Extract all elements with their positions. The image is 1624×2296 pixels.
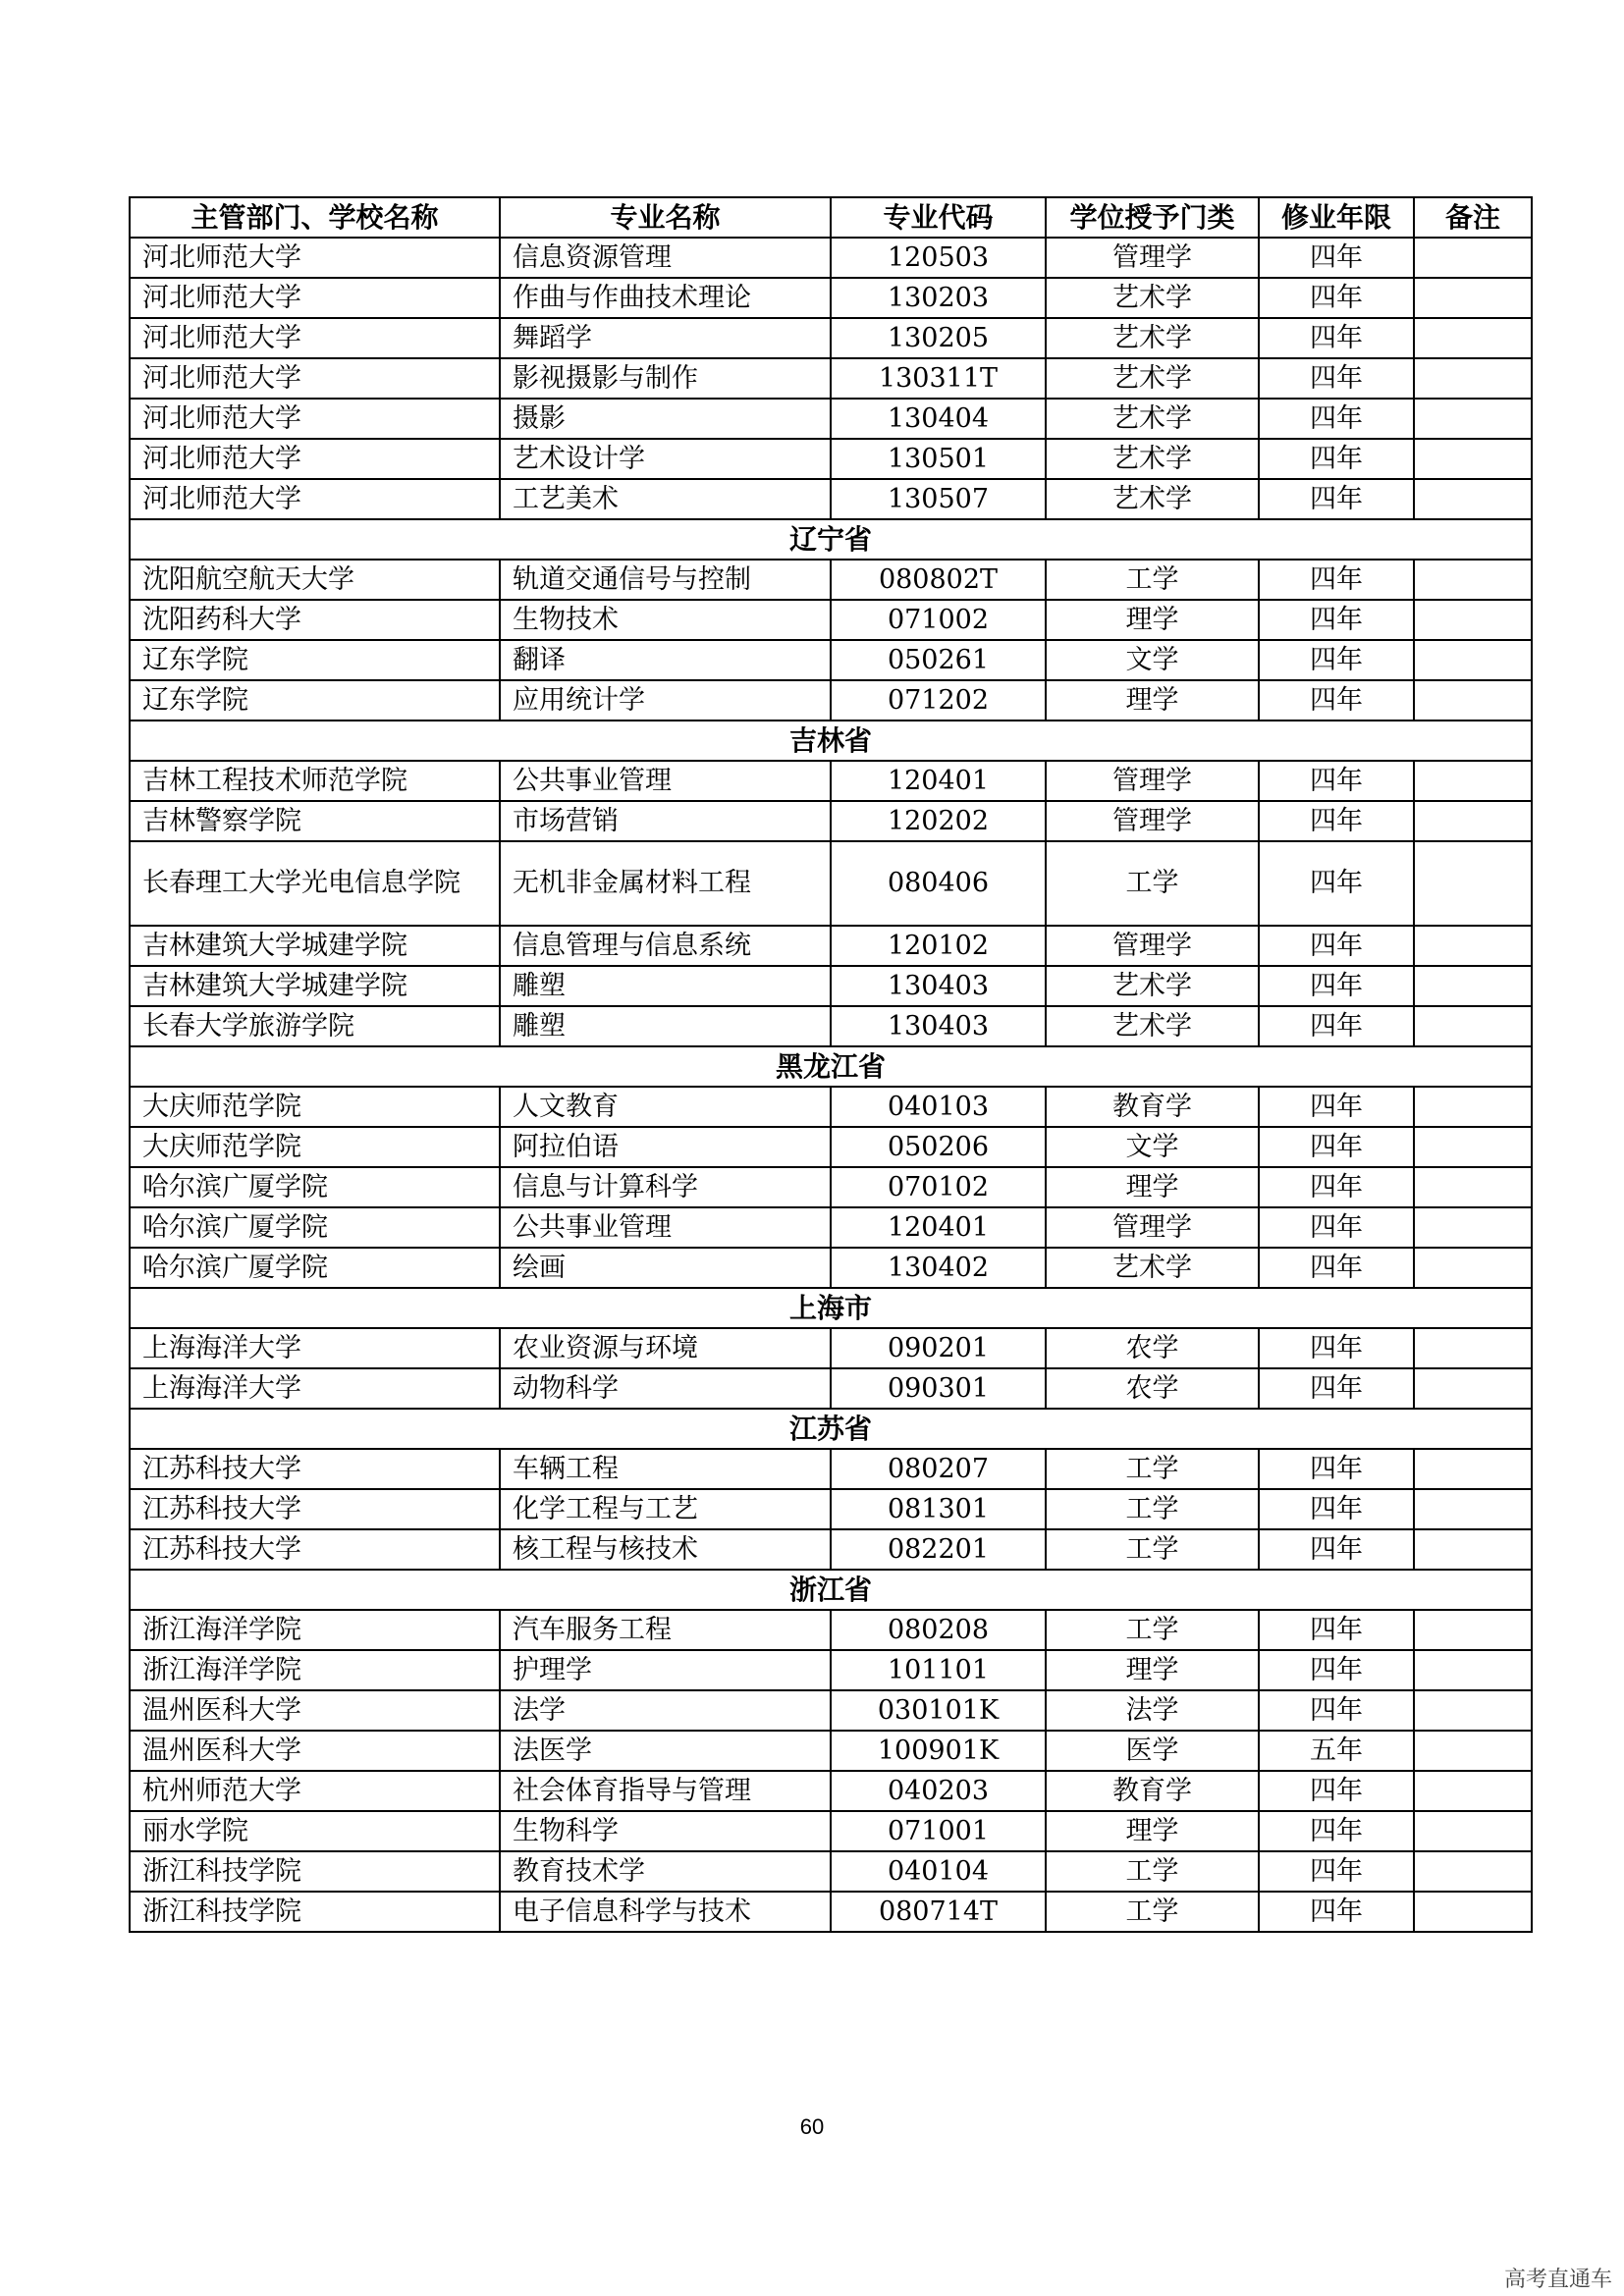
cell-years: 四年 <box>1259 680 1414 721</box>
cell-note <box>1414 1892 1532 1932</box>
cell-major: 公共事业管理 <box>500 761 831 801</box>
cell-degree: 艺术学 <box>1046 318 1259 358</box>
cell-major: 电子信息科学与技术 <box>500 1892 831 1932</box>
cell-school: 河北师范大学 <box>130 439 500 479</box>
cell-note <box>1414 1731 1532 1771</box>
table-row <box>130 439 1532 479</box>
cell-school: 杭州师范大学 <box>130 1771 500 1811</box>
cell-school: 上海海洋大学 <box>130 1328 500 1368</box>
cell-years: 四年 <box>1259 1207 1414 1248</box>
cell-code: 090201 <box>831 1328 1046 1368</box>
table-row <box>130 1207 1532 1248</box>
cell-major: 公共事业管理 <box>500 1207 831 1248</box>
cell-degree: 理学 <box>1046 680 1259 721</box>
province-row <box>130 721 1532 761</box>
cell-code: 080802T <box>831 560 1046 600</box>
watermark-text: 高考直通车 <box>1503 2268 1612 2292</box>
cell-note <box>1414 238 1532 278</box>
cell-degree: 法学 <box>1046 1690 1259 1731</box>
cell-major: 作曲与作曲技术理论 <box>500 278 831 318</box>
cell-school: 河北师范大学 <box>130 278 500 318</box>
cell-note <box>1414 1167 1532 1207</box>
cell-school: 沈阳药科大学 <box>130 600 500 640</box>
cell-degree: 教育学 <box>1046 1087 1259 1127</box>
majors-table <box>129 196 1533 1933</box>
cell-major: 化学工程与工艺 <box>500 1489 831 1529</box>
cell-note <box>1414 841 1532 926</box>
cell-school: 河北师范大学 <box>130 399 500 439</box>
cell-degree: 艺术学 <box>1046 1248 1259 1288</box>
province-row <box>130 1046 1532 1087</box>
cell-code: 120102 <box>831 926 1046 966</box>
table-row <box>130 1368 1532 1409</box>
cell-major: 汽车服务工程 <box>500 1610 831 1650</box>
cell-school: 浙江科技学院 <box>130 1892 500 1932</box>
cell-major: 影视摄影与制作 <box>500 358 831 399</box>
cell-degree: 农学 <box>1046 1328 1259 1368</box>
header-note: 备注 <box>1414 197 1532 238</box>
cell-major: 雕塑 <box>500 966 831 1006</box>
cell-school: 辽东学院 <box>130 680 500 721</box>
province-row <box>130 1409 1532 1449</box>
cell-note <box>1414 1248 1532 1288</box>
cell-note <box>1414 1328 1532 1368</box>
cell-code: 130205 <box>831 318 1046 358</box>
table-row <box>130 640 1532 680</box>
cell-note <box>1414 1368 1532 1409</box>
cell-note <box>1414 278 1532 318</box>
cell-school: 浙江科技学院 <box>130 1851 500 1892</box>
cell-note <box>1414 1006 1532 1046</box>
cell-years: 四年 <box>1259 1892 1414 1932</box>
cell-school: 长春大学旅游学院 <box>130 1006 500 1046</box>
cell-major: 信息与计算科学 <box>500 1167 831 1207</box>
cell-code: 120401 <box>831 761 1046 801</box>
cell-major: 无机非金属材料工程 <box>500 841 831 926</box>
cell-note <box>1414 318 1532 358</box>
cell-years: 四年 <box>1259 761 1414 801</box>
cell-code: 130403 <box>831 966 1046 1006</box>
table-row <box>130 1489 1532 1529</box>
cell-major: 信息管理与信息系统 <box>500 926 831 966</box>
cell-major: 人文教育 <box>500 1087 831 1127</box>
cell-school: 长春理工大学光电信息学院 <box>130 841 500 926</box>
cell-degree: 农学 <box>1046 1368 1259 1409</box>
table-row <box>130 560 1532 600</box>
cell-major: 教育技术学 <box>500 1851 831 1892</box>
cell-school: 吉林建筑大学城建学院 <box>130 926 500 966</box>
cell-years: 四年 <box>1259 1449 1414 1489</box>
table-row <box>130 1248 1532 1288</box>
cell-school: 河北师范大学 <box>130 318 500 358</box>
cell-code: 040203 <box>831 1771 1046 1811</box>
cell-school: 上海海洋大学 <box>130 1368 500 1409</box>
cell-years: 四年 <box>1259 1127 1414 1167</box>
cell-note <box>1414 439 1532 479</box>
cell-degree: 艺术学 <box>1046 479 1259 519</box>
cell-major: 护理学 <box>500 1650 831 1690</box>
table-row <box>130 1127 1532 1167</box>
cell-school: 浙江海洋学院 <box>130 1650 500 1690</box>
cell-degree: 管理学 <box>1046 238 1259 278</box>
cell-note <box>1414 966 1532 1006</box>
cell-degree: 艺术学 <box>1046 1006 1259 1046</box>
header-code: 专业代码 <box>831 197 1046 238</box>
table-row <box>130 238 1532 278</box>
cell-note <box>1414 640 1532 680</box>
cell-major: 动物科学 <box>500 1368 831 1409</box>
cell-major: 摄影 <box>500 399 831 439</box>
table-row <box>130 1610 1532 1650</box>
table-row <box>130 1529 1532 1570</box>
cell-school: 吉林工程技术师范学院 <box>130 761 500 801</box>
table-row <box>130 680 1532 721</box>
cell-school: 浙江海洋学院 <box>130 1610 500 1650</box>
cell-code: 130404 <box>831 399 1046 439</box>
cell-years: 四年 <box>1259 1851 1414 1892</box>
cell-note <box>1414 1087 1532 1127</box>
cell-years: 四年 <box>1259 801 1414 841</box>
header-years: 修业年限 <box>1259 197 1414 238</box>
cell-major: 法医学 <box>500 1731 831 1771</box>
cell-degree: 管理学 <box>1046 1207 1259 1248</box>
cell-years: 四年 <box>1259 1489 1414 1529</box>
header-school: 主管部门、学校名称 <box>130 197 500 238</box>
cell-code: 080208 <box>831 1610 1046 1650</box>
cell-note <box>1414 1449 1532 1489</box>
cell-degree: 文学 <box>1046 640 1259 680</box>
cell-code: 130203 <box>831 278 1046 318</box>
table-row <box>130 1811 1532 1851</box>
cell-degree: 理学 <box>1046 1167 1259 1207</box>
cell-years: 四年 <box>1259 399 1414 439</box>
cell-note <box>1414 926 1532 966</box>
cell-years: 四年 <box>1259 926 1414 966</box>
cell-school: 河北师范大学 <box>130 479 500 519</box>
cell-note <box>1414 1207 1532 1248</box>
cell-degree: 管理学 <box>1046 761 1259 801</box>
table-row <box>130 1892 1532 1932</box>
cell-school: 温州医科大学 <box>130 1731 500 1771</box>
cell-major: 车辆工程 <box>500 1449 831 1489</box>
cell-note <box>1414 600 1532 640</box>
cell-years: 四年 <box>1259 1690 1414 1731</box>
cell-degree: 管理学 <box>1046 926 1259 966</box>
province-heading: 黑龙江省 <box>130 1046 1532 1087</box>
cell-school: 大庆师范学院 <box>130 1087 500 1127</box>
province-heading: 上海市 <box>130 1288 1532 1328</box>
province-heading: 江苏省 <box>130 1409 1532 1449</box>
table-row <box>130 278 1532 318</box>
table-body <box>130 238 1532 1932</box>
cell-years: 四年 <box>1259 318 1414 358</box>
cell-degree: 医学 <box>1046 1731 1259 1771</box>
table-row <box>130 399 1532 439</box>
cell-years: 四年 <box>1259 1167 1414 1207</box>
cell-years: 四年 <box>1259 1771 1414 1811</box>
cell-code: 081301 <box>831 1489 1046 1529</box>
table-row <box>130 841 1532 926</box>
cell-degree: 艺术学 <box>1046 439 1259 479</box>
table-row <box>130 761 1532 801</box>
cell-major: 法学 <box>500 1690 831 1731</box>
cell-note <box>1414 358 1532 399</box>
cell-years: 四年 <box>1259 1529 1414 1570</box>
cell-degree: 工学 <box>1046 1529 1259 1570</box>
cell-school: 哈尔滨广厦学院 <box>130 1207 500 1248</box>
table-header-row <box>130 197 1532 238</box>
cell-school: 江苏科技大学 <box>130 1529 500 1570</box>
cell-major: 轨道交通信号与控制 <box>500 560 831 600</box>
cell-degree: 艺术学 <box>1046 399 1259 439</box>
cell-code: 080714T <box>831 1892 1046 1932</box>
cell-degree: 工学 <box>1046 560 1259 600</box>
province-row <box>130 1288 1532 1328</box>
province-row <box>130 519 1532 560</box>
cell-code: 100901K <box>831 1731 1046 1771</box>
cell-years: 四年 <box>1259 278 1414 318</box>
cell-note <box>1414 1771 1532 1811</box>
province-heading: 吉林省 <box>130 721 1532 761</box>
cell-code: 130311T <box>831 358 1046 399</box>
cell-degree: 理学 <box>1046 600 1259 640</box>
cell-major: 社会体育指导与管理 <box>500 1771 831 1811</box>
cell-code: 070102 <box>831 1167 1046 1207</box>
table-row <box>130 1006 1532 1046</box>
table-row <box>130 1167 1532 1207</box>
table-row <box>130 479 1532 519</box>
cell-code: 130507 <box>831 479 1046 519</box>
cell-code: 080406 <box>831 841 1046 926</box>
cell-years: 四年 <box>1259 966 1414 1006</box>
cell-school: 吉林警察学院 <box>130 801 500 841</box>
cell-school: 河北师范大学 <box>130 238 500 278</box>
cell-school: 江苏科技大学 <box>130 1449 500 1489</box>
cell-school: 沈阳航空航天大学 <box>130 560 500 600</box>
table-row <box>130 966 1532 1006</box>
table-row <box>130 318 1532 358</box>
province-heading: 辽宁省 <box>130 519 1532 560</box>
cell-note <box>1414 479 1532 519</box>
cell-major: 应用统计学 <box>500 680 831 721</box>
cell-degree: 工学 <box>1046 1892 1259 1932</box>
cell-years: 四年 <box>1259 560 1414 600</box>
cell-degree: 工学 <box>1046 1449 1259 1489</box>
cell-code: 071001 <box>831 1811 1046 1851</box>
cell-major: 生物技术 <box>500 600 831 640</box>
cell-code: 040103 <box>831 1087 1046 1127</box>
cell-major: 翻译 <box>500 640 831 680</box>
cell-degree: 工学 <box>1046 1610 1259 1650</box>
cell-years: 四年 <box>1259 1368 1414 1409</box>
cell-code: 030101K <box>831 1690 1046 1731</box>
cell-code: 120503 <box>831 238 1046 278</box>
cell-major: 农业资源与环境 <box>500 1328 831 1368</box>
cell-degree: 文学 <box>1046 1127 1259 1167</box>
cell-school: 河北师范大学 <box>130 358 500 399</box>
cell-code: 130402 <box>831 1248 1046 1288</box>
table-row <box>130 1087 1532 1127</box>
cell-years: 四年 <box>1259 1811 1414 1851</box>
cell-school: 大庆师范学院 <box>130 1127 500 1167</box>
cell-major: 市场营销 <box>500 801 831 841</box>
cell-major: 工艺美术 <box>500 479 831 519</box>
table-row <box>130 1328 1532 1368</box>
table-row <box>130 801 1532 841</box>
table-row <box>130 1771 1532 1811</box>
cell-code: 050206 <box>831 1127 1046 1167</box>
cell-years: 四年 <box>1259 600 1414 640</box>
cell-degree: 艺术学 <box>1046 966 1259 1006</box>
cell-degree: 艺术学 <box>1046 278 1259 318</box>
cell-major: 艺术设计学 <box>500 439 831 479</box>
table-row <box>130 600 1532 640</box>
cell-note <box>1414 1529 1532 1570</box>
cell-years: 四年 <box>1259 640 1414 680</box>
cell-code: 120401 <box>831 1207 1046 1248</box>
cell-code: 071002 <box>831 600 1046 640</box>
cell-code: 080207 <box>831 1449 1046 1489</box>
table-row <box>130 358 1532 399</box>
cell-note <box>1414 1851 1532 1892</box>
cell-school: 温州医科大学 <box>130 1690 500 1731</box>
cell-degree: 理学 <box>1046 1811 1259 1851</box>
cell-degree: 艺术学 <box>1046 358 1259 399</box>
province-heading: 浙江省 <box>130 1570 1532 1610</box>
cell-school: 辽东学院 <box>130 640 500 680</box>
cell-note <box>1414 761 1532 801</box>
cell-note <box>1414 1610 1532 1650</box>
cell-years: 四年 <box>1259 1006 1414 1046</box>
cell-note <box>1414 1489 1532 1529</box>
cell-code: 071202 <box>831 680 1046 721</box>
cell-years: 四年 <box>1259 1650 1414 1690</box>
cell-degree: 教育学 <box>1046 1771 1259 1811</box>
cell-note <box>1414 801 1532 841</box>
cell-note <box>1414 399 1532 439</box>
cell-years: 四年 <box>1259 1610 1414 1650</box>
cell-school: 吉林建筑大学城建学院 <box>130 966 500 1006</box>
cell-note <box>1414 680 1532 721</box>
table-row <box>130 1731 1532 1771</box>
cell-school: 哈尔滨广厦学院 <box>130 1248 500 1288</box>
cell-degree: 工学 <box>1046 1489 1259 1529</box>
cell-code: 040104 <box>831 1851 1046 1892</box>
cell-years: 四年 <box>1259 358 1414 399</box>
cell-major: 舞蹈学 <box>500 318 831 358</box>
cell-degree: 工学 <box>1046 841 1259 926</box>
cell-years: 四年 <box>1259 1087 1414 1127</box>
cell-note <box>1414 1811 1532 1851</box>
table-row <box>130 1690 1532 1731</box>
cell-note <box>1414 1650 1532 1690</box>
cell-code: 130501 <box>831 439 1046 479</box>
page-number: 60 <box>799 2114 825 2139</box>
cell-code: 082201 <box>831 1529 1046 1570</box>
cell-years: 五年 <box>1259 1731 1414 1771</box>
cell-major: 生物科学 <box>500 1811 831 1851</box>
cell-code: 090301 <box>831 1368 1046 1409</box>
cell-code: 101101 <box>831 1650 1046 1690</box>
table-row <box>130 926 1532 966</box>
cell-years: 四年 <box>1259 479 1414 519</box>
cell-years: 四年 <box>1259 1248 1414 1288</box>
cell-degree: 工学 <box>1046 1851 1259 1892</box>
cell-major: 绘画 <box>500 1248 831 1288</box>
cell-years: 四年 <box>1259 439 1414 479</box>
cell-note <box>1414 1127 1532 1167</box>
header-degree: 学位授予门类 <box>1046 197 1259 238</box>
cell-years: 四年 <box>1259 841 1414 926</box>
cell-major: 雕塑 <box>500 1006 831 1046</box>
province-row <box>130 1570 1532 1610</box>
cell-school: 哈尔滨广厦学院 <box>130 1167 500 1207</box>
cell-school: 丽水学院 <box>130 1811 500 1851</box>
cell-degree: 理学 <box>1046 1650 1259 1690</box>
table-row <box>130 1449 1532 1489</box>
table-row <box>130 1851 1532 1892</box>
cell-years: 四年 <box>1259 1328 1414 1368</box>
cell-degree: 管理学 <box>1046 801 1259 841</box>
cell-note <box>1414 560 1532 600</box>
cell-years: 四年 <box>1259 238 1414 278</box>
table-row <box>130 1650 1532 1690</box>
header-major: 专业名称 <box>500 197 831 238</box>
cell-school: 江苏科技大学 <box>130 1489 500 1529</box>
cell-major: 核工程与核技术 <box>500 1529 831 1570</box>
cell-major: 信息资源管理 <box>500 238 831 278</box>
cell-note <box>1414 1690 1532 1731</box>
cell-code: 050261 <box>831 640 1046 680</box>
cell-major: 阿拉伯语 <box>500 1127 831 1167</box>
cell-code: 130403 <box>831 1006 1046 1046</box>
cell-code: 120202 <box>831 801 1046 841</box>
